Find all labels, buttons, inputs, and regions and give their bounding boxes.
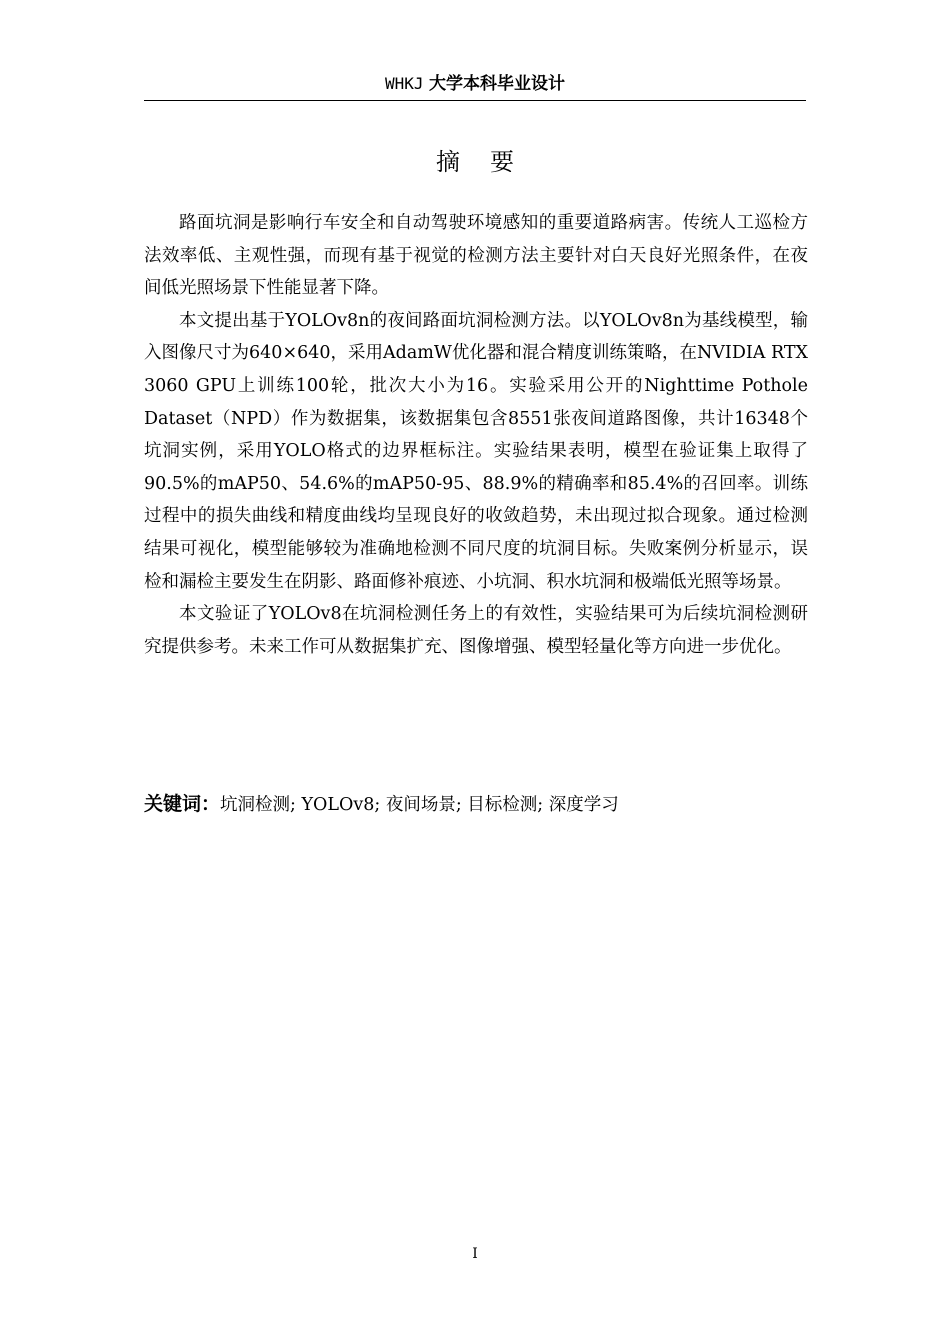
header-institution-code: WHKJ [385,74,424,93]
abstract-body [144,207,808,663]
header-document-type: 大学本科毕业设计 [428,74,565,94]
abstract-title: 摘要 [436,148,544,176]
page-number: I [472,1246,478,1262]
running-header [144,72,806,101]
keywords-text: 坑洞检测; YOLOv8; 夜间场景; 目标检测; 深度学习 [220,795,619,815]
keywords-label: 关键词： [144,793,221,815]
keywords-line [144,788,808,821]
abstract-paragraph-2: 本文提出基于YOLOv8n的夜间路面坑洞检测方法。以YOLOv8n为基线模型，输入图像尺寸为640×640，采用AdamW优化器和混合精度训练策略，在NVIDIA RTX 3060 GPU上训练100轮，批次大小为16。实验采用公开的Nighttime Pothole Dataset（NPD）作为数据集，该数据集包含8551张夜间道路图像，共计16348个坑洞实例，采用YOLO格式的边界框标注。实验结果表明，模型在验证集上取得了90.5%的mAP50、54.6%的mAP50-95、88.9%的精确率和85.4%的召回率。训练过程中的损失曲线和精度曲线均呈现良好的收敛趋势，未出现过拟合现象。通过检测结果可视化，模型能够较为准确地检测不同尺度的坑洞目标。失败案例分析显示，误检和漏检主要发生在阴影、路面修补痕迹、小坑洞、积水坑洞和极端低光照等场景。 [144,310,808,592]
abstract-paragraph-3: 本文验证了YOLOv8在坑洞检测任务上的有效性，实验结果可为后续坑洞检测研究提供参考。未来工作可从数据集扩充、图像增强、模型轻量化等方向进一步优化。 [144,604,808,657]
abstract-paragraph-1: 路面坑洞是影响行车安全和自动驾驶环境感知的重要道路病害。传统人工巡检方法效率低、主观性强，而现有基于视觉的检测方法主要针对白天良好光照条件，在夜间低光照场景下性能显著下降。 [144,213,808,299]
